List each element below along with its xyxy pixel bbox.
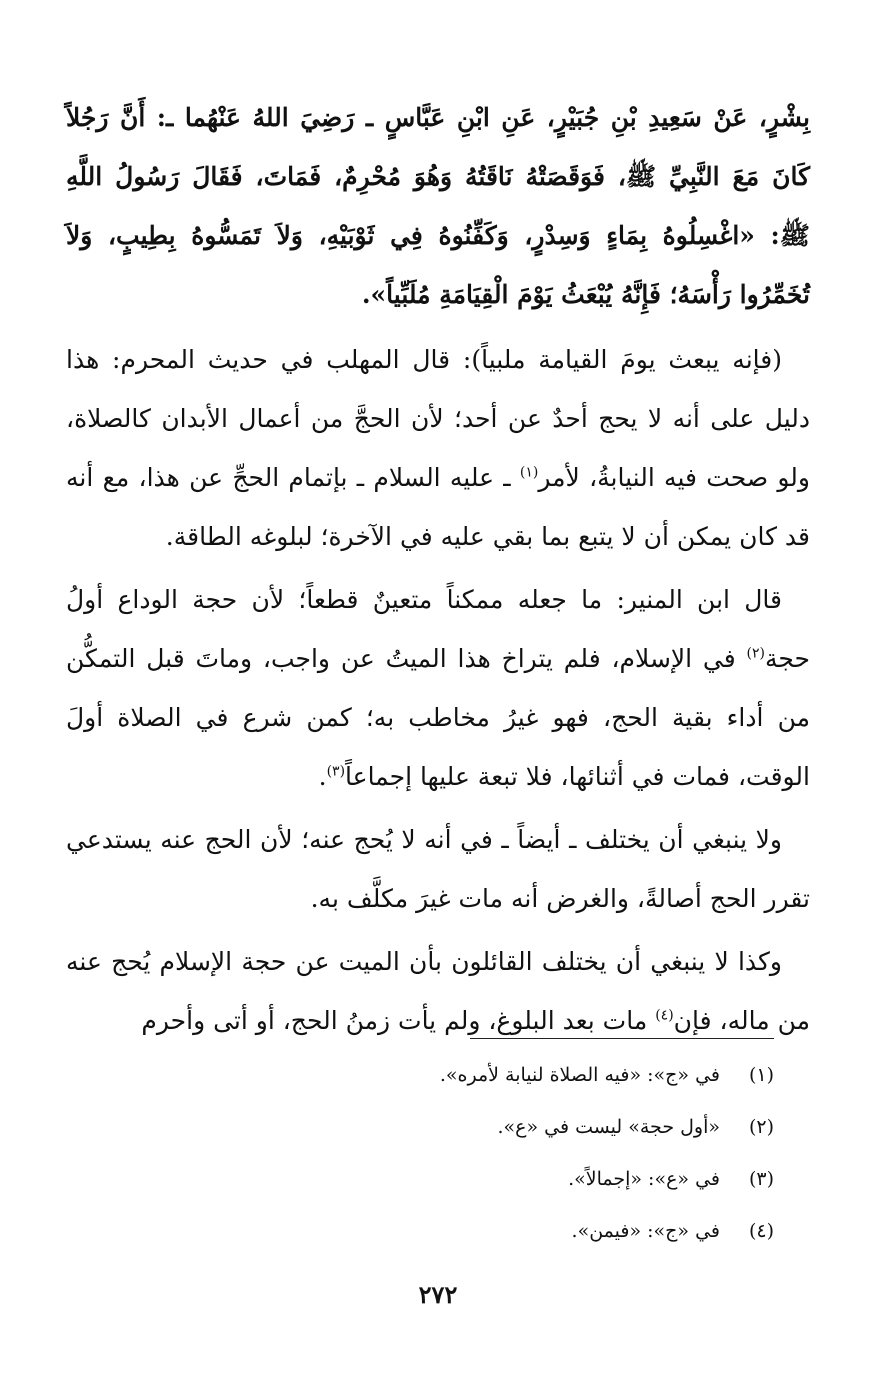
paragraph-text: مات بعد البلوغ، ولم يأت زمنُ الحج، أو أتى وأحرم [141, 1006, 656, 1035]
footnote-marker: (٤) [655, 1007, 674, 1024]
paragraph-muhallab [66, 330, 810, 566]
footnotes-section [66, 1038, 810, 1265]
footnote-marker: (٢) [746, 645, 765, 662]
footnote-number: (٢) [748, 1116, 774, 1138]
footnote-number: (٣) [748, 1168, 774, 1190]
paragraph-text: في الإسلام، فلم يتراخ هذا الميتُ عن واجب، وماتَ قبل التمكُّن من أداء بقية الحج، فهو غيرُ مخاطب به؛ كمن شرع في الصلاة أولَ الوقت، فمات في أثنائها، فلا تبعة عليها إجماعاً [66, 644, 810, 791]
paragraph-no-hajj: ولا ينبغي أن يختلف ـ أيضاً ـ في أنه لا يُحج عنه؛ لأن الحج عنه يستدعي تقرر الحج أصالةً، والغرض أنه مات غيرَ مكلَّف به. [66, 825, 810, 913]
paragraph-text: قال ابن المنير: ما جعله ممكناً متعينٌ قطعاً؛ لأن حجة الوداع أولُ حجة [66, 585, 810, 673]
book-page [66, 88, 810, 1348]
footnote-text: في «ج»: «فيمن». [571, 1220, 720, 1242]
paragraph-text: وكذا لا ينبغي أن يختلف القائلون بأن الميت عن حجة الإسلام يُحج عنه من ماله، فإن [66, 947, 810, 1035]
paragraph-ibn-munir [66, 570, 810, 806]
paragraph-text: ـ عليه السلام ـ بإتمام الحجِّ عن هذا، مع أنه قد كان يمكن أن لا يتبع بما بقي عليه في الآخرة؛ لبلوغه الطاقة. [66, 463, 810, 551]
paragraph-inheritance [66, 932, 810, 1050]
paragraph-text: (فإنه يبعث يومَ القيامة ملبياً): قال المهلب في حديث المحرم: هذا دليل على أنه لا يحج أحدٌ عن أحد؛ لأن الحجَّ من أعمال الأبدان كالصلاة، ولو صحت فيه النيابةُ، لأمر [66, 345, 810, 492]
footnote-text: «أول حجة» ليست في «ع». [497, 1116, 720, 1138]
hadith-text: بِشْرٍ، عَنْ سَعِيدِ بْنِ جُبَيْرٍ، عَنِ ابْنِ عَبَّاسٍ ـ رَضِيَ اللهُ عَنْهُما ـ: أَنَّ رَجُلاً كَانَ مَعَ النَّبِيِّ ﷺ، فَوَقَصَتْهُ نَاقَتُهُ وَهُوَ مُحْرِمٌ، فَمَاتَ، فَقَالَ رَسُولُ اللَّهِ ﷺ: «اغْسِلُوهُ بِمَاءٍ وَسِدْرٍ، وَكَفِّنُوهُ فِي ثَوْبَيْهِ، وَلاَ تَمَسُّوهُ بِطِيبٍ، وَلاَ تُخَمِّرُوا رَأْسَهُ؛ فَإِنَّهُ يُبْعَثُ يَوْمَ الْقِيَامَةِ مُلَبِّياً». [66, 103, 810, 309]
footnote-number: (٤) [748, 1220, 774, 1242]
footnote-item [66, 1109, 810, 1161]
footnote-marker: (١) [519, 464, 539, 481]
footnote-text: في «ع»: «إجمالاً». [568, 1168, 720, 1190]
footnote-item [66, 1057, 810, 1109]
footnote-divider [470, 1038, 774, 1039]
footnote-marker: (٣) [326, 763, 346, 780]
footnote-item [66, 1213, 810, 1265]
footnote-item [66, 1161, 810, 1213]
footnote-number: (١) [748, 1064, 774, 1086]
paragraph-text: . [318, 762, 327, 791]
page-number: ٢٧٢ [418, 1280, 458, 1309]
footnote-text: في «ج»: «فيه الصلاة لنيابة لأمره». [439, 1064, 720, 1086]
